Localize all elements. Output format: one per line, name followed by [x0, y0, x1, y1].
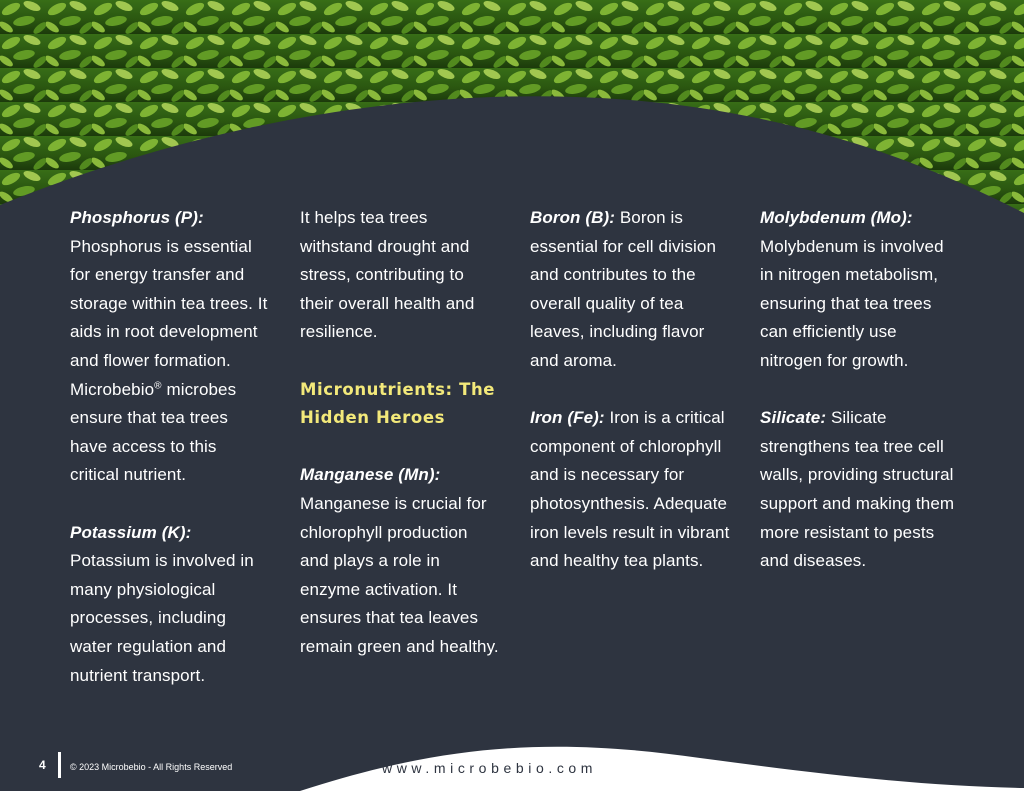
copyright-notice: © 2023 Microbebio - All Rights Reserved [70, 762, 233, 772]
phosphorus-paragraph [70, 204, 270, 490]
potassium-paragraph [70, 519, 270, 691]
manganese-term: Manganese (Mn): [300, 465, 441, 485]
potassium-term: Potassium (K): [70, 522, 192, 542]
page-number: 4 [39, 758, 46, 772]
column-2 [300, 204, 500, 662]
manganese-paragraph [300, 461, 500, 661]
resilience-paragraph: It helps tea trees withstand drought and stress, contributing to their overall health and resilience. [300, 208, 475, 342]
boron-text: Boron is essential for cell division and contributes to the overall quality of tea leaves, including flavor and aroma. [530, 208, 717, 370]
column-3 [530, 204, 730, 576]
silicate-term: Silicate: [760, 408, 827, 428]
molybdenum-paragraph [760, 204, 960, 376]
registered-mark: ® [154, 379, 162, 391]
phosphorus-term: Phosphorus (P): [70, 208, 204, 227]
phosphorus-text: Phosphorus is essential for energy transfer and storage within tea trees. It aids in root development and flower formation. Microbebio [70, 236, 268, 399]
silicate-paragraph [760, 404, 960, 576]
boron-paragraph [530, 204, 730, 376]
potassium-text: Potassium is involved in many physiological processes, including water regulation and nutrient transport. [70, 551, 254, 685]
micronutrients-heading: Micronutrients: The Hidden Heroes [300, 379, 496, 428]
iron-term: Iron (Fe): [530, 408, 605, 428]
column-1 [70, 204, 270, 690]
iron-text: Iron is a critical component of chlorophyll and is necessary for photosynthesis. Adequate iron levels result in vibrant and healthy tea plants. [530, 408, 730, 571]
phosphorus-text-cont: microbes ensure that tea trees have access to this critical nutrient. [70, 379, 237, 485]
manganese-text: Manganese is crucial for chlorophyll production and plays a role in enzyme activation. It ensures that tea leaves remain green and healthy. [300, 493, 499, 656]
footer-divider [58, 752, 61, 778]
molybdenum-term: Molybdenum (Mo): [760, 208, 913, 227]
molybdenum-text: Molybdenum is involved in nitrogen metabolism, ensuring that tea trees can efficiently use nitrogen for growth. [760, 236, 944, 370]
boron-term: Boron (B): [530, 208, 616, 227]
column-4 [760, 204, 960, 576]
iron-paragraph [530, 404, 730, 576]
silicate-text: Silicate strengthens tea tree cell walls, providing structural support and making them more resistant to pests and diseases. [760, 408, 955, 571]
website-link[interactable]: www.microbebio.com [382, 760, 598, 776]
